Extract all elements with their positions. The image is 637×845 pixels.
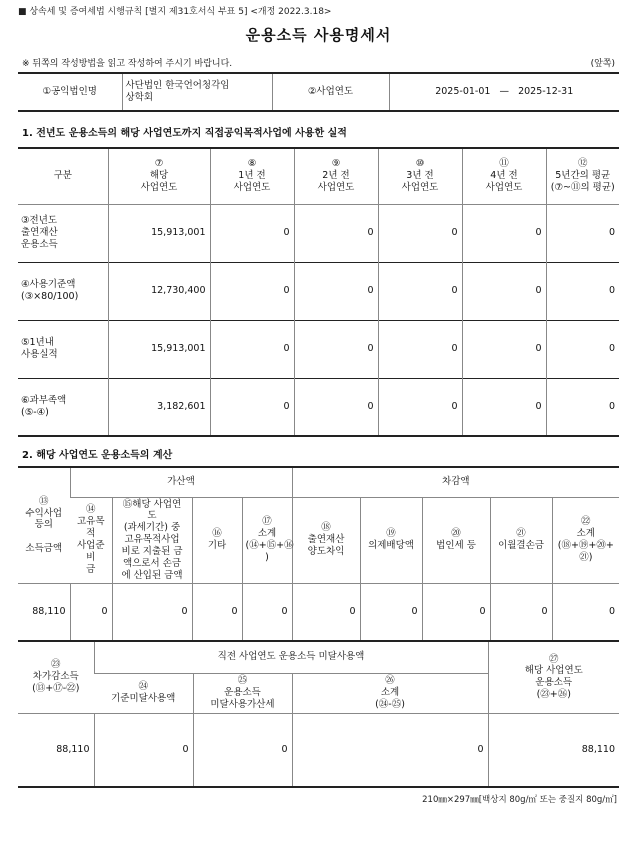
row-value: 0 [546, 378, 619, 436]
current-year-income-header: ㉗ 해당 사업연도 운용소득 (㉓+㉖) [488, 641, 619, 713]
section1-title: 1. 전년도 운용소득의 해당 사업연도까지 직접공익목적사업에 사용한 실적 [22, 128, 347, 139]
section2-value: 0 [292, 583, 360, 641]
row-value: 0 [210, 262, 294, 320]
paper-spec-footer: 210㎜×297㎜[백상지 80g/㎡ 또는 중질지 80g/㎡] [422, 795, 617, 805]
row-value: 0 [378, 262, 462, 320]
section2-value: 88,110 [32, 605, 66, 617]
info-table [18, 72, 619, 112]
row-value: 0 [294, 378, 378, 436]
instruction-note: ※ 뒤쪽의 작성방법을 읽고 작성하여 주시기 바랍니다. [22, 59, 233, 69]
section2-value: 0 [422, 583, 490, 641]
row-value: 0 [378, 378, 462, 436]
row-value: 3,182,601 [108, 378, 210, 436]
addition-header-2: ⑯ 기타 [192, 497, 242, 583]
form-reference: ■ 상속세 및 증여세법 시행규칙 [별지 제31호서식 부표 5] <개정 2022.3.18> [18, 7, 332, 17]
section1-header-1: ⑦ 해당 사업연도 [108, 148, 210, 204]
business-year-value: 2025-01-01 — 2025-12-31 [389, 73, 619, 111]
section3-value: 0 [292, 713, 488, 787]
deduction-header-3: ㉑ 이월결손금 [490, 497, 552, 583]
row-value: 0 [294, 262, 378, 320]
row-value: 0 [462, 378, 546, 436]
row-value: 12,730,400 [108, 262, 210, 320]
row-value: 0 [210, 320, 294, 378]
page-title: 운용소득 사용명세서 [245, 26, 392, 44]
section2-value: 0 [192, 583, 242, 641]
row-value: 0 [546, 320, 619, 378]
addition-header-3: ⑰ 소계 (⑭+⑮+⑯ ) [242, 497, 292, 583]
row-label: ③전년도 출연재산 운용소득 [21, 215, 58, 250]
row-label: ④사용기준액 (③×80/100) [21, 279, 79, 302]
table-row [18, 320, 619, 378]
deduction-header-1: ⑲ 의제배당액 [360, 497, 422, 583]
deduction-group-header: 차감액 [292, 467, 619, 497]
row-value: 0 [378, 204, 462, 262]
corp-name-label: ①공익법인명 [42, 86, 97, 98]
section3-value: 0 [94, 713, 193, 787]
corp-name-value: 사단법인 한국언어청각임 상학회 [122, 73, 272, 111]
shortfall-header-0: ㉔ 기준미달사용액 [111, 681, 176, 704]
table-row [18, 262, 619, 320]
shortfall-header-1: ㉕ 운용소득 미달사용가산세 [193, 673, 292, 713]
row-value: 0 [462, 320, 546, 378]
section2-value: 0 [112, 583, 192, 641]
section3-table [18, 640, 619, 788]
table-row [18, 378, 619, 436]
section3-value: 0 [193, 713, 292, 787]
addition-group-header: 가산액 [70, 467, 292, 497]
section1-table [18, 147, 619, 437]
section2-value: 0 [552, 583, 619, 641]
net-income-header: ㉓ 차가감소득 (⑬+⑰-㉒) [32, 659, 80, 695]
row-value: 15,913,001 [108, 320, 210, 378]
row-label: ⑥과부족액 (⑤-④) [21, 394, 67, 418]
deduction-header-4: ㉒ 소계 (⑱+⑲+⑳+ ㉑) [552, 497, 619, 583]
section2-value: 0 [490, 583, 552, 641]
row-label: ⑤1년내 사용실적 [21, 337, 58, 360]
section2-value: 0 [360, 583, 422, 641]
row-value: 15,913,001 [108, 204, 210, 262]
deduction-header-0: ⑱ 출연재산 양도차익 [292, 497, 360, 583]
shortfall-header-2: ㉖ 소계 (㉔-㉕) [292, 673, 488, 713]
addition-header-1: ⑮해당 사업연 도 (과세기간) 중 고유목적사업 비로 지출된 금 액으로서 손금 에 산입된 금액 [112, 497, 192, 583]
section1-header-5: ⑪ 4년 전 사업연도 [462, 148, 546, 204]
income-amount-header: ⑬ 수익사업 등의 소득금액 [25, 495, 63, 555]
section1-header-2: ⑧ 1년 전 사업연도 [210, 148, 294, 204]
row-value: 0 [294, 320, 378, 378]
section1-header-6: ⑫ 5년간의 평균 (⑦~⑪의 평균) [546, 148, 619, 204]
row-value: 0 [210, 204, 294, 262]
row-value: 0 [378, 320, 462, 378]
page-side-label: (앞쪽) [590, 59, 615, 69]
row-value: 0 [210, 378, 294, 436]
row-value: 0 [462, 204, 546, 262]
section2-table [18, 466, 619, 642]
row-value: 0 [546, 204, 619, 262]
table-row [18, 204, 619, 262]
row-value: 0 [546, 262, 619, 320]
shortfall-group-header: 직전 사업연도 운용소득 미달사용액 [94, 641, 488, 673]
section3-value: 88,110 [56, 743, 90, 755]
deduction-header-2: ⑳ 법인세 등 [422, 497, 490, 583]
row-value: 0 [294, 204, 378, 262]
row-value: 0 [462, 262, 546, 320]
section1-header-0: 구분 [53, 170, 72, 182]
section2-value: 0 [242, 583, 292, 641]
addition-header-0: ⑭ 고유목적 사업준비 금 [76, 504, 105, 575]
section3-value: 88,110 [488, 713, 619, 787]
section1-header-3: ⑨ 2년 전 사업연도 [294, 148, 378, 204]
section2-title: 2. 해당 사업연도 운용소득의 계산 [22, 450, 173, 461]
section2-value: 0 [70, 583, 112, 641]
section1-header-4: ⑩ 3년 전 사업연도 [378, 148, 462, 204]
business-year-label: ②사업연도 [272, 73, 389, 111]
